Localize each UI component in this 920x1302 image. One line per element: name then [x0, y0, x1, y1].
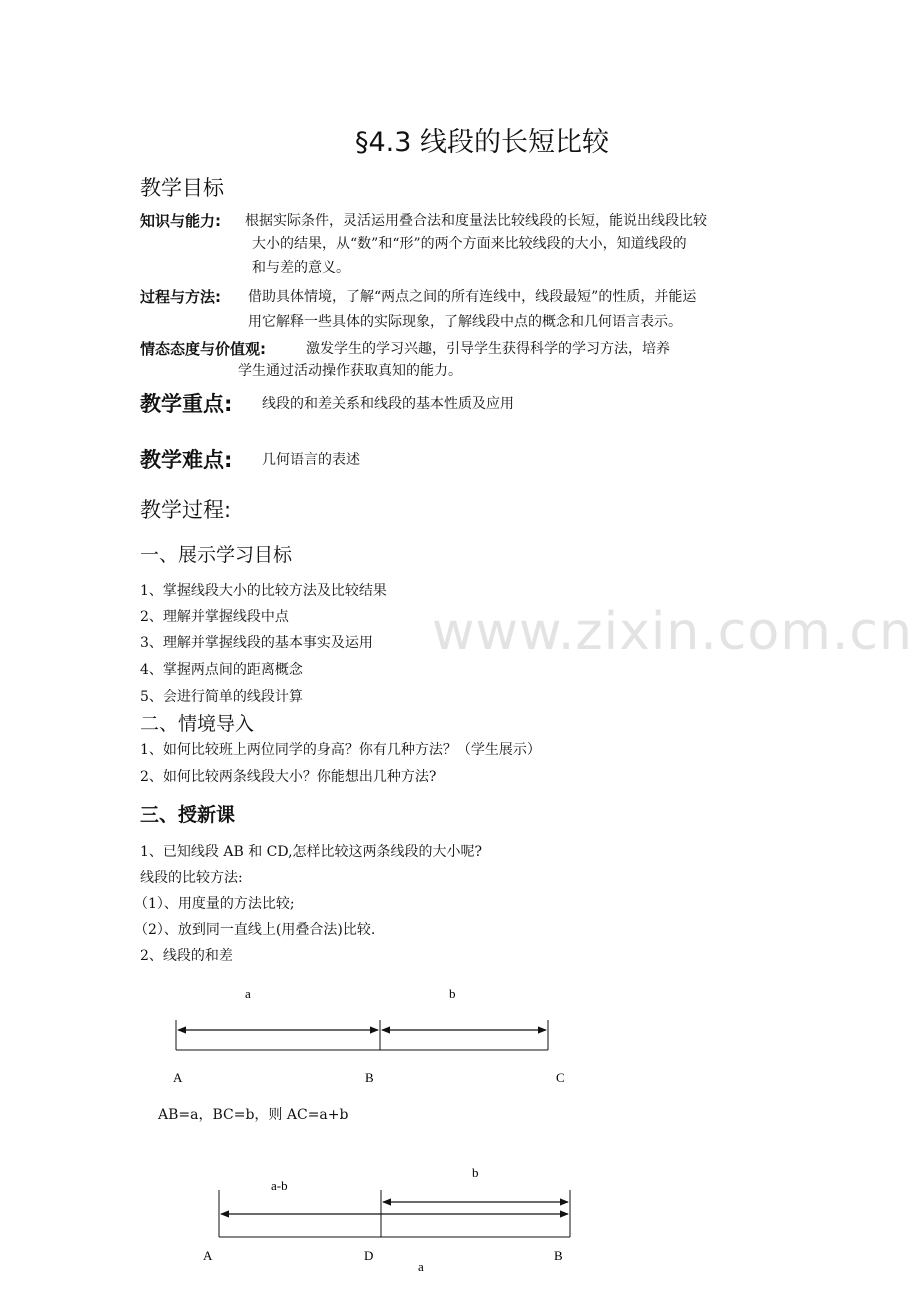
process-heading: 教学过程: [140, 498, 232, 522]
knowledge-label: 知识与能力: [140, 212, 221, 230]
section2-heading: 二、情境导入 [140, 713, 255, 735]
section3-line: 1、已知线段 AB 和 CD,怎样比较这两条线段的大小呢? [140, 844, 483, 860]
section2-item: 2、如何比较两条线段大小？你能想出几种方法? [140, 769, 437, 785]
point-label-d: D [364, 1248, 374, 1263]
section3-line: （2）、放到同一直线上(用叠合法)比较. [134, 922, 376, 938]
diagram-difference [203, 1165, 570, 1274]
point-label-b: B [365, 1070, 374, 1085]
section1-heading: 一、展示学习目标 [140, 544, 293, 566]
seg-label-a: a [245, 986, 251, 1001]
key-point-text: 线段的和差关系和线段的基本性质及应用 [262, 396, 514, 412]
point-label-a: A [173, 1070, 183, 1085]
section3-line: 2、线段的和差 [140, 948, 233, 964]
seg-label-a-minus-b: a-b [271, 1178, 288, 1193]
point-label-c: C [556, 1070, 565, 1085]
diagram1-caption: AB=a，BC=b，则 AC=a+b [158, 1107, 349, 1123]
section3-line: （1）、用度量的方法比较; [134, 896, 295, 912]
diagram-sum [173, 986, 565, 1085]
attitude-line-1: 激发学生的学习兴趣，引导学生获得科学的学习方法，培养 [306, 341, 670, 357]
seg-label-b: b [449, 986, 456, 1001]
attitude-line-2: 学生通过活动操作获取真知的能力。 [238, 363, 462, 379]
section2-item: 1、如何比较班上两位同学的身高？你有几种方法？（学生展示） [140, 742, 541, 758]
process-line-2: 用它解释一些具体的实际现象，了解线段中点的概念和几何语言表示。 [248, 314, 682, 330]
difficulty-label: 教学难点: [140, 448, 233, 472]
knowledge-line-2: 大小的结果，从“数”和“形”的两个方面来比较线段的大小，知道线段的 [252, 236, 687, 252]
process-label: 过程与方法: [140, 288, 221, 306]
watermark: www.zixin.com.cn [432, 602, 913, 662]
key-point-label: 教学重点: [140, 392, 233, 416]
page-title: §4.3 线段的长短比较 [355, 127, 610, 158]
section1-item: 3、理解并掌握线段的基本事实及运用 [140, 635, 373, 651]
section1-item: 1、掌握线段大小的比较方法及比较结果 [140, 583, 387, 599]
section1-item: 2、理解并掌握线段中点 [140, 609, 289, 625]
difficulty-text: 几何语言的表述 [262, 452, 360, 468]
section3-line: 线段的比较方法: [140, 870, 243, 886]
section3-heading: 三、授新课 [140, 804, 236, 826]
seg-label-b: b [472, 1165, 479, 1180]
attitude-label: 情态态度与价值观: [140, 340, 266, 358]
section1-item: 4、掌握两点间的距离概念 [140, 662, 303, 678]
seg-label-a: a [418, 1259, 424, 1274]
point-label-b: B [554, 1248, 563, 1263]
process-line-1: 借助具体情境，了解“两点之间的所有连线中，线段最短”的性质，并能运 [248, 289, 697, 305]
objectives-heading: 教学目标 [140, 176, 224, 200]
point-label-a: A [203, 1248, 213, 1263]
section1-item: 5、会进行简单的线段计算 [140, 689, 303, 705]
knowledge-line-1: 根据实际条件，灵活运用叠合法和度量法比较线段的长短，能说出线段比较 [245, 213, 707, 229]
knowledge-line-3: 和与差的意义。 [252, 260, 350, 276]
